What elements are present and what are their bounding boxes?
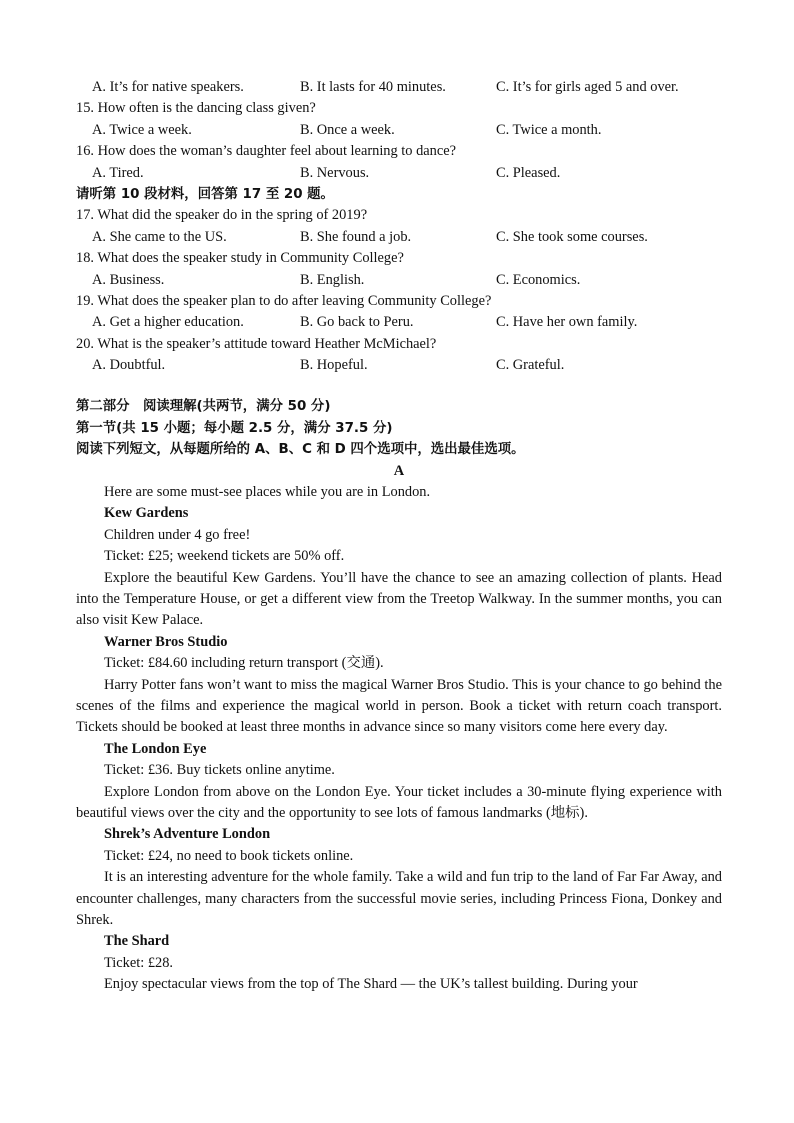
place-name-shreks-adventure: Shrek’s Adventure London [104, 826, 271, 843]
option-b: B. Go back to Peru. [300, 314, 414, 331]
place-description: Enjoy spectacular views from the top of The Shard — the UK’s tallest building. During your [104, 976, 638, 993]
option-a: A. Business. [92, 271, 165, 288]
option-c: C. She took some courses. [496, 228, 648, 245]
place-description: It is an interesting adventure for the whole family. Take a wild and fun trip to the land of Far Far Away, and encounter challenges, many characters from the successful movie series, including Princess Fiona, Donkey and Shrek. [76, 869, 722, 928]
question-17: 17. What did the speaker do in the spring of 2019? [76, 207, 368, 224]
question-20: 20. What is the speaker’s attitude toward Heather McMichael? [76, 335, 437, 352]
option-c: C. Twice a month. [496, 121, 602, 138]
place-info: Children under 4 go free! [104, 526, 251, 543]
option-c: C. It’s for girls aged 5 and over. [496, 79, 679, 95]
option-b: B. Hopeful. [300, 357, 368, 374]
q19-options [76, 312, 722, 333]
option-a: A. It’s for native speakers. [92, 79, 244, 95]
place-name-kew-gardens: Kew Gardens [104, 505, 189, 522]
option-c: C. Have her own family. [496, 314, 638, 331]
part-title: 第二部分 阅读理解(共两节，满分 50 分) [76, 399, 331, 415]
q14-options [76, 77, 722, 98]
place-description: Explore the beautiful Kew Gardens. You’ll have the chance to see an amazing collection of plants. Head into the Temperature House, or get a different view from the Treetop Walkway. In the summer months, you can also visit Kew Palace. [76, 569, 722, 629]
q20-options [76, 355, 722, 376]
option-a: A. Get a higher education. [92, 314, 244, 331]
option-b: B. She found a job. [300, 228, 412, 245]
option-c: C. Economics. [496, 271, 581, 288]
reading-instruction: 阅读下列短文，从每题所给的 A、B、C 和 D 四个选项中，选出最佳选项。 [76, 442, 525, 458]
place-description: Explore London from above on the London Eye. Your ticket includes a 30-minute flying experience with beautiful views over the city and the opportunity to see lots of famous landmarks (地标). [76, 783, 722, 821]
place-name-warner-bros: Warner Bros Studio [104, 633, 228, 650]
option-b: B. English. [300, 271, 365, 288]
option-a: A. Twice a week. [92, 121, 192, 138]
option-a: A. Doubtful. [92, 357, 166, 374]
question-15: 15. How often is the dancing class given? [76, 100, 316, 117]
passage-letter: A [393, 462, 405, 479]
listening-instruction: 请听第 10 段材料，回答第 17 至 20 题。 [76, 186, 334, 202]
place-ticket: Ticket: £28. [104, 954, 174, 971]
question-19: 19. What does the speaker plan to do after leaving Community College? [76, 292, 492, 309]
page-content [76, 77, 722, 996]
place-name-the-shard: The Shard [104, 933, 170, 950]
option-c: C. Grateful. [496, 357, 565, 374]
q15-options [76, 120, 722, 141]
place-ticket: Ticket: £84.60 including return transport (交通). [104, 655, 384, 672]
q18-options [76, 270, 722, 291]
q16-options [76, 163, 722, 184]
place-ticket: Ticket: £24, no need to book tickets online. [104, 847, 354, 864]
question-18: 18. What does the speaker study in Community College? [76, 250, 404, 267]
place-name-london-eye: The London Eye [104, 740, 207, 757]
question-16: 16. How does the woman’s daughter feel about learning to dance? [76, 143, 457, 160]
q17-options [76, 227, 722, 248]
place-ticket: Ticket: £36. Buy tickets online anytime. [104, 762, 335, 779]
option-c: C. Pleased. [496, 164, 561, 181]
section-title: 第一节(共 15 小题；每小题 2.5 分，满分 37.5 分) [76, 420, 393, 436]
section-gap [76, 376, 722, 396]
option-a: A. Tired. [92, 164, 144, 181]
place-ticket: Ticket: £25; weekend tickets are 50% off. [104, 548, 345, 565]
option-b: B. Nervous. [300, 164, 370, 181]
option-a: A. She came to the US. [92, 228, 227, 245]
passage-intro: Here are some must-see places while you are in London. [104, 484, 431, 501]
place-description: Harry Potter fans won’t want to miss the magical Warner Bros Studio. This is your chance to go behind the scenes of the films and experience the magical world in person. Book a ticket with return coach transport. Tickets should be booked at least three months in advance since so many visitors come here every day. [76, 676, 722, 736]
option-b: B. It lasts for 40 minutes. [300, 79, 446, 95]
option-b: B. Once a week. [300, 121, 395, 138]
